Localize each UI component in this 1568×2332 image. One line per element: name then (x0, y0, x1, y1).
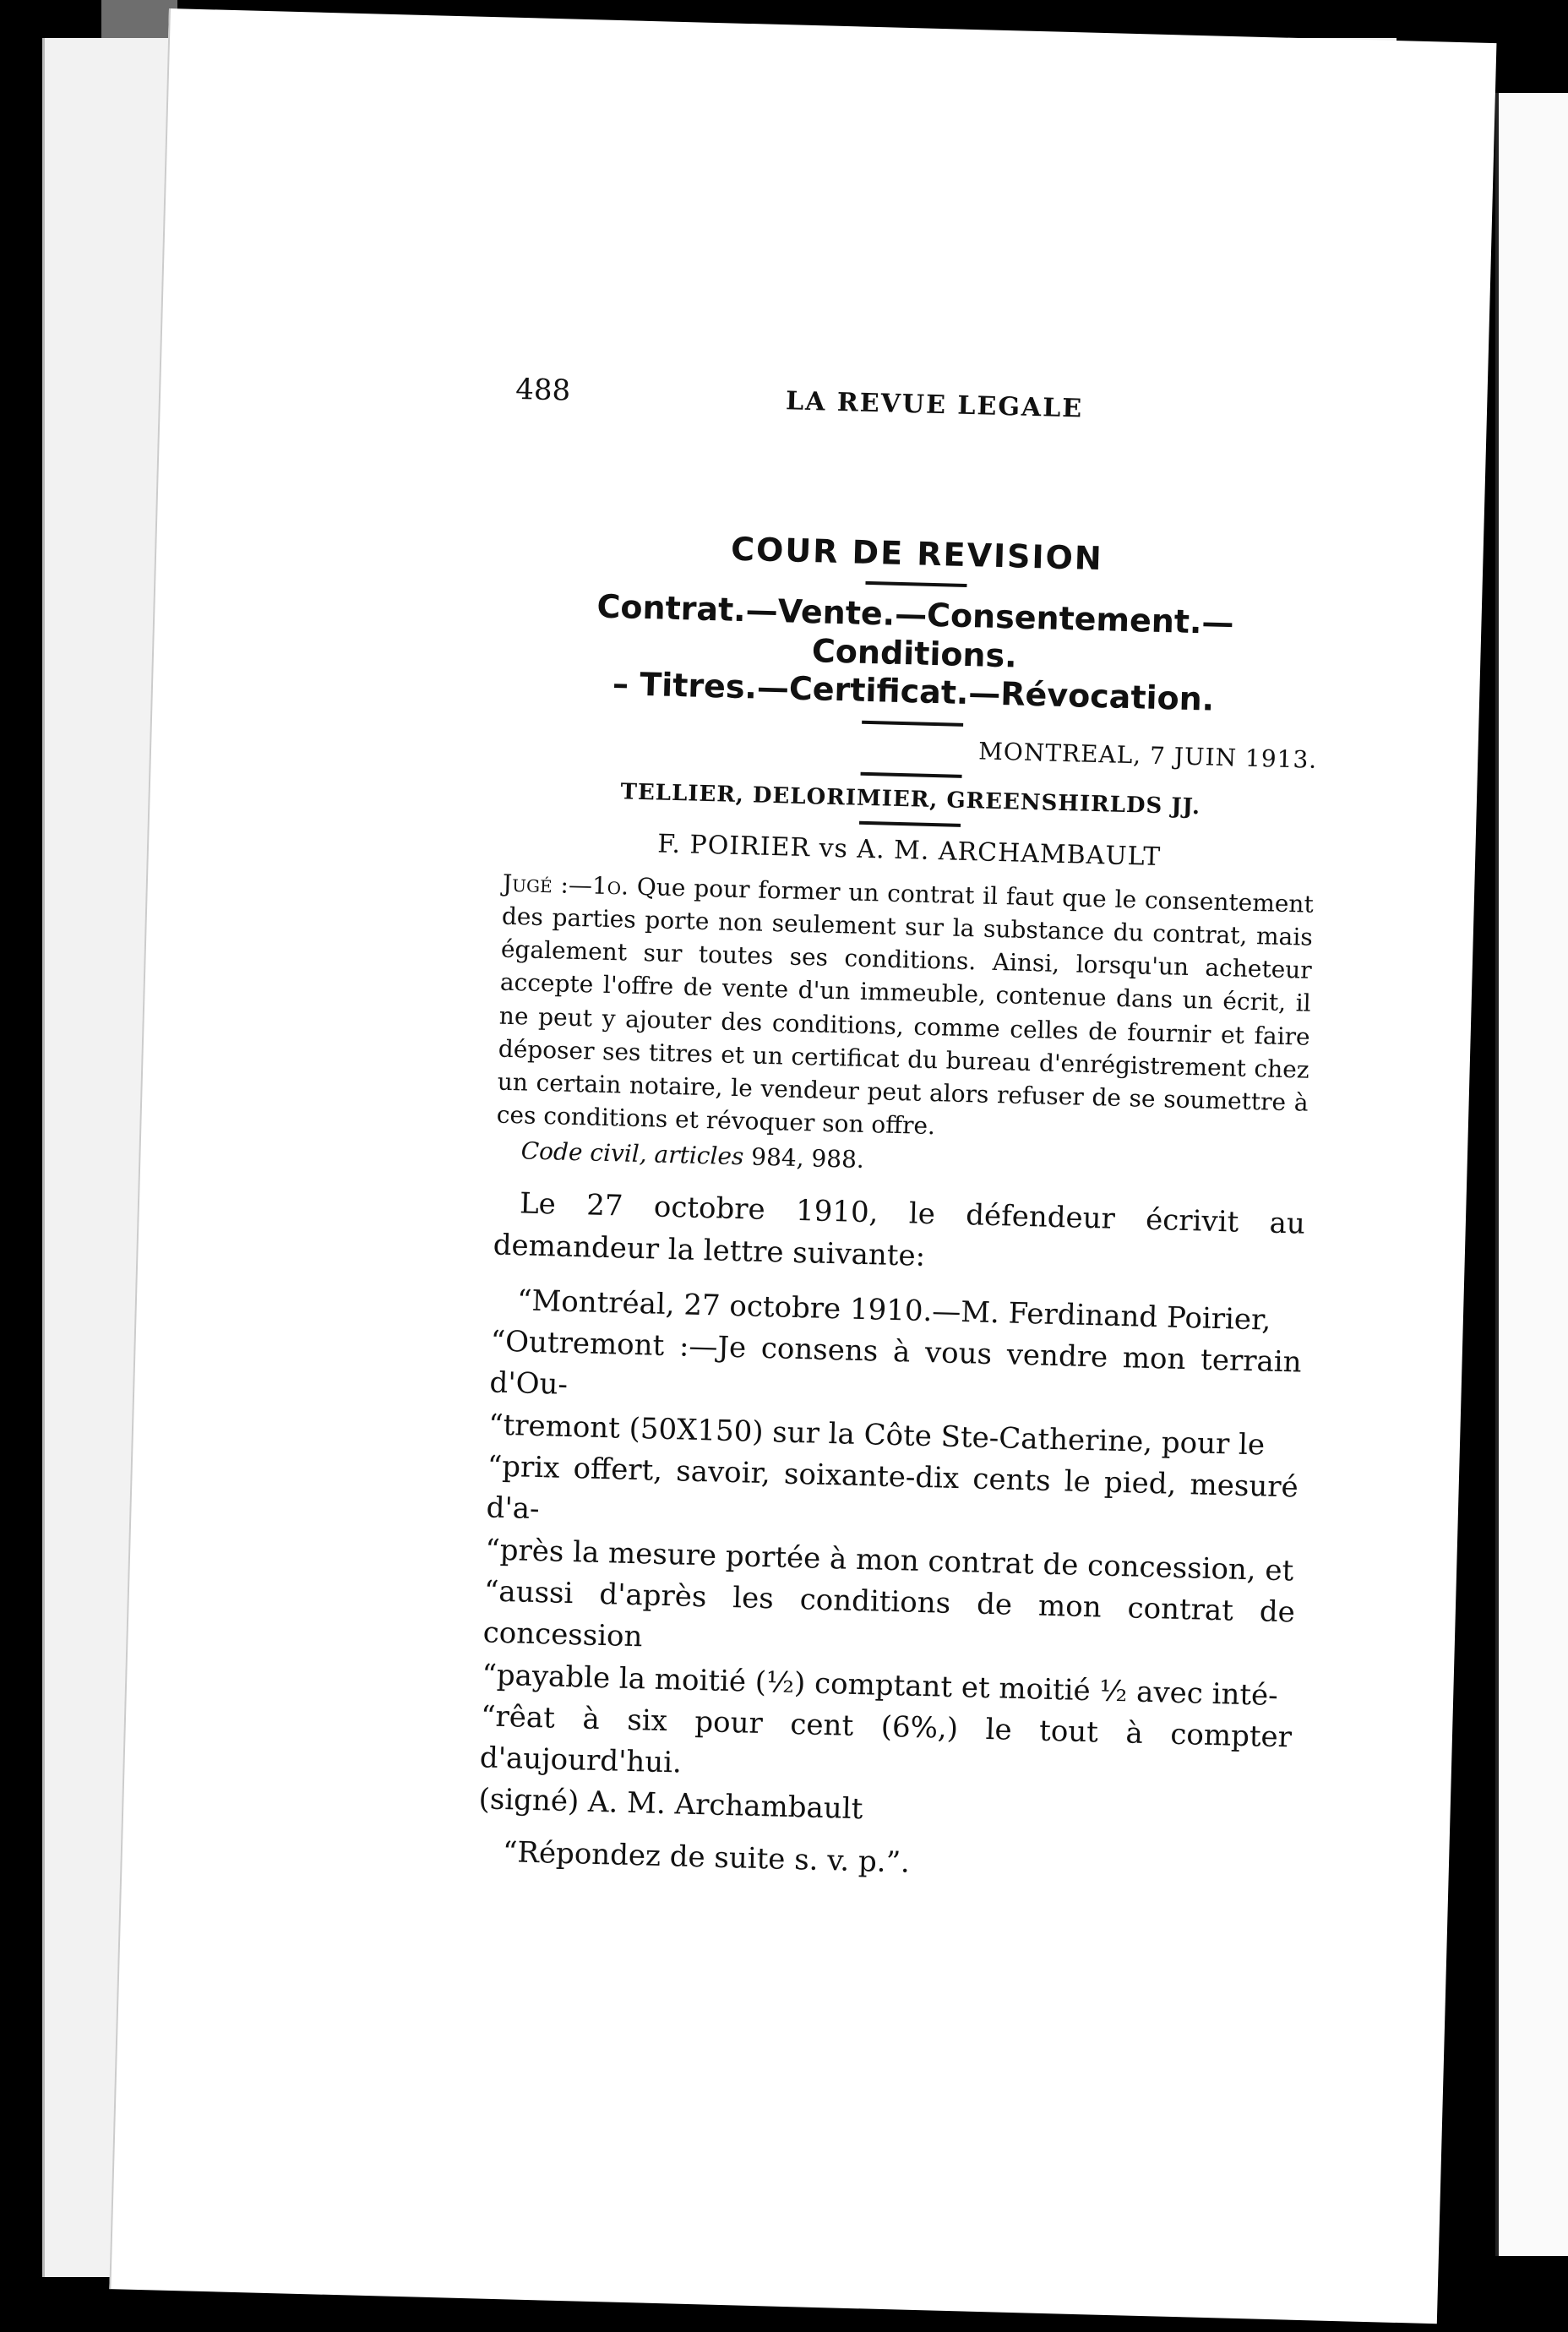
citation-label: Code civil, articles (520, 1136, 744, 1171)
holding-lead: Jugé :—1o. (502, 869, 629, 901)
keywords-line: – Titres.—Certificat.—Révocation. (612, 665, 1215, 718)
holding (496, 866, 1314, 1152)
body-paragraph: Le 27 octobre 1910, le défendeur écrivit au demandeur la lettre suivante: (493, 1186, 1306, 1273)
keywords-line: Contrat.—Vente.—Consentement.—Conditions. (596, 587, 1235, 675)
page-number: 488 (514, 372, 571, 408)
court-heading: COUR DE REVISION (730, 530, 1104, 578)
letter-line: “Outremont :—Je consens à vous vendre mon terrain d'Ou- (489, 1324, 1303, 1403)
divider (865, 581, 966, 587)
letter-line: “près la mesure portée à mon contrat de concession, et (484, 1533, 1294, 1588)
letter-line: “aussi d'après les conditions de mon contrat de concession (482, 1574, 1296, 1654)
book-page (109, 8, 1496, 2324)
signoff: “Répondez de suite s. v. p.”. (502, 1834, 911, 1880)
letter-line: “Montréal, 27 octobre 1910.—M. Ferdinand Poirier, (516, 1283, 1271, 1338)
letter-signature: (signé) A. M. Archambault (478, 1782, 863, 1827)
running-header (514, 373, 1326, 444)
page-content (477, 373, 1327, 1889)
divider (861, 772, 962, 778)
keywords (508, 586, 1321, 722)
page-edge-strip (1495, 93, 1568, 2256)
letter-line: “prix offert, savoir, soixante-dix cents le pied, mesuré d'a- (486, 1449, 1299, 1527)
letter-line: “payable la moitié (½) comptant et moitié ½ avec inté- (481, 1657, 1279, 1713)
divider (862, 721, 963, 727)
citation-numbers: 984, 988. (743, 1142, 865, 1174)
letter-quote (478, 1279, 1303, 1842)
case-parties: F. POIRIER vs A. M. ARCHAMBAULT (656, 829, 1162, 872)
divider (859, 821, 961, 827)
letter-line: “rêat à six pour cent (6%,) le tout à compter d'aujourd'hui. (479, 1699, 1293, 1780)
date-line: MONTREAL, 7 JUIN 1913. (977, 737, 1318, 774)
judges: TELLIER, DELORIMIER, GREENSHIRLDS JJ. (620, 779, 1201, 820)
letter-line: “tremont (50X150) sur la Côte Ste-Catherine, pour le (487, 1408, 1266, 1463)
holding-text: Que pour former un contrat il faut que le consentement des parties porte non seulement sur la substance du contrat, mais également sur toutes ses conditions. Ainsi, lorsqu'un acheteur accepte l'offre de vente d'un immeuble, contenue dans un écrit, il ne peut y ajouter des conditions, comme celles de fournir et faire déposer ses titres et un certificat du bureau d'enrégistrement chez un certain notaire, le vendeur peut alors refuser de se soumettre à ces conditions et révoquer son offre. (496, 872, 1315, 1141)
running-title: LA REVUE LEGALE (785, 386, 1084, 424)
